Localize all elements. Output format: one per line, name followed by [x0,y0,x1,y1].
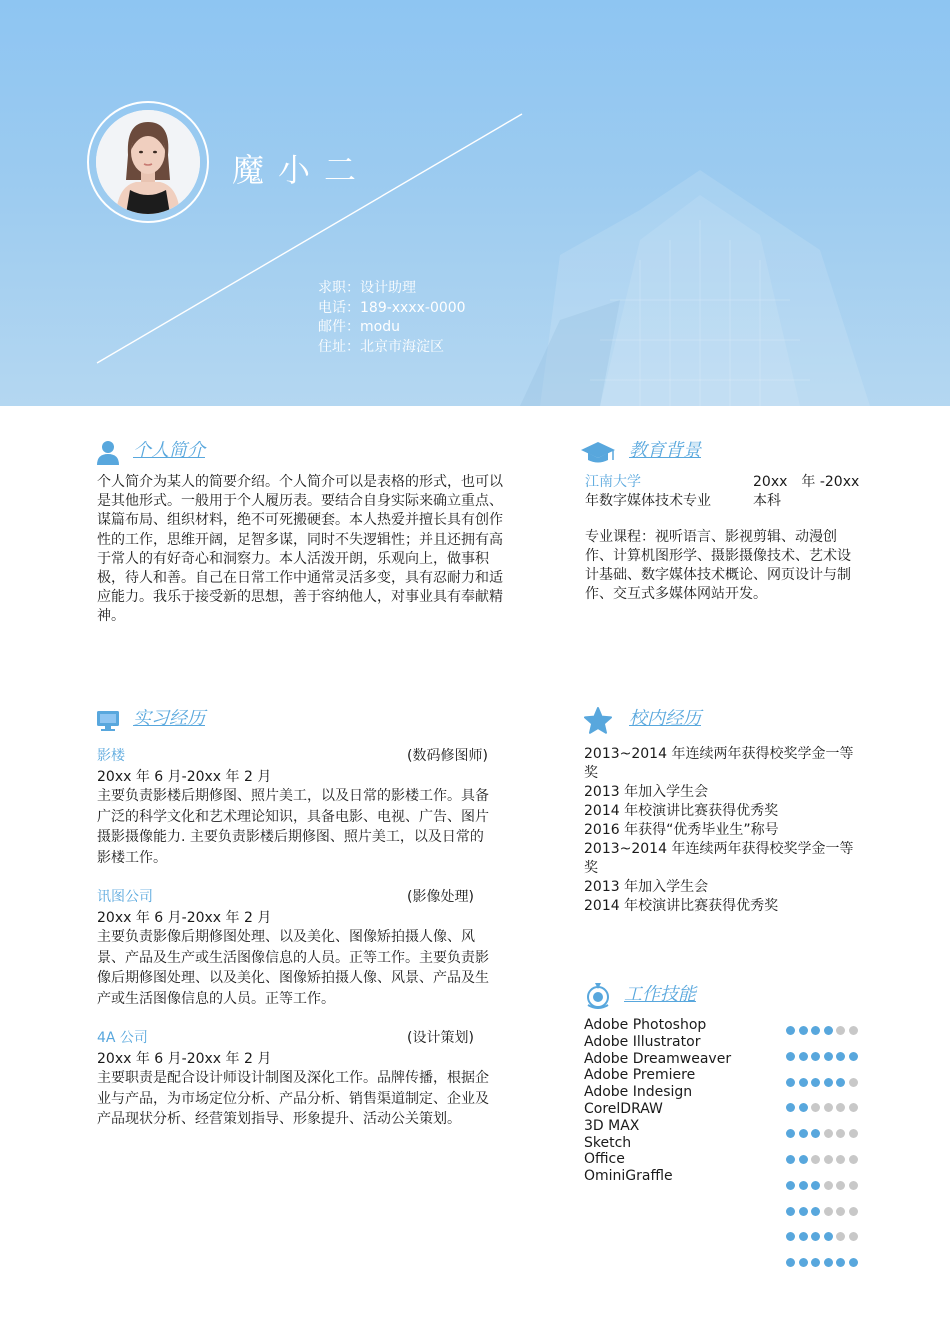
degree: 本科 [753,493,781,509]
skill-dot-filled [799,1155,808,1164]
skill-dot-filled [811,1052,820,1061]
section-title-internship: 实习经历 [133,708,205,729]
skill-name: Adobe Photoshop [584,1017,707,1033]
avatar [96,110,200,214]
skill-name: Adobe Premiere [584,1067,696,1084]
job-date: 20xx 年 6 月-20xx 年 2 月 [97,769,272,785]
skill-name: 3D MAX [584,1117,640,1134]
skill-dot-empty [824,1103,833,1112]
skill-name: Adobe Indesign [584,1084,693,1101]
address: 住址：北京市海淀区 [318,338,444,355]
person-icon [96,440,120,466]
skill-dot-filled [849,1052,858,1061]
skill-rating-row [786,1052,862,1078]
skill-rating-row [786,1232,862,1258]
skill-dot-empty [824,1207,833,1216]
phone: 电话：189-xxxx-0000 [318,299,466,316]
skill-dot-empty [836,1129,845,1138]
major: 年数字媒体技术专业 [585,493,711,509]
job-role: (设计策划) [407,1030,474,1046]
job-date: 20xx 年 6 月-20xx 年 2 月 [97,1051,272,1067]
star-icon [584,707,612,734]
job-company: 讯图公司 [97,889,153,905]
campus-experience-list: 2013~2014 年连续两年获得校奖学金一等 奖 2013 年加入学生会 2014 年校演讲比赛获得优秀奖 2016 年获得“优秀毕业生”称号 2013~2014 年连续两年获得校奖学金一等 奖 2013 年加入学生会 2014 年校演讲比赛获得优秀奖 [584,746,854,914]
job-description: 主要负责影楼后期修图、照片美工，以及日常的影楼工作。具备 广泛的科学文化和艺术理论知识，具备电影、电视、广告、图片 摄影摄像能力. 主要负责影楼后期修图、照片美工，以及日常的 影楼工作。 [97,788,489,866]
skill-dot-empty [849,1103,858,1112]
skill-dot-filled [799,1052,808,1061]
section-title-intro: 个人简介 [133,440,205,461]
skill-dot-filled [786,1232,795,1241]
skill-dot-empty [836,1155,845,1164]
skill-rating-row [786,1103,862,1129]
skill-dot-filled [799,1181,808,1190]
skill-name: OminiGraffle [584,1168,673,1185]
skill-dot-empty [849,1129,858,1138]
school-name: 江南大学 [585,474,641,490]
graduation-cap-icon [580,440,616,464]
skill-dot-empty [849,1181,858,1190]
contact-info [318,279,466,357]
skill-dot-empty [836,1181,845,1190]
skill-dot-filled [811,1181,820,1190]
skill-rating-row [786,1129,862,1155]
skill-name: Adobe Illustrator [584,1033,701,1050]
job-description: 主要负责影像后期修图处理、以及美化、图像矫拍摄人像、风 景、产品及生产或生活图像信息的人员。正等工作。主要负责影 像后期修图处理、以及美化、图像矫拍摄人像、风景、产品及生 产或生活图像信息的人员。正等工作。 [97,929,489,1007]
skill-rating-row [786,1026,862,1052]
skill-dot-filled [799,1258,808,1267]
skill-dot-filled [786,1155,795,1164]
skill-dot-filled [786,1258,795,1267]
skill-dot-filled [799,1078,808,1087]
skills-list [584,1017,731,1185]
skill-name: Adobe Dreamweaver [584,1050,732,1067]
skill-dot-filled [786,1052,795,1061]
skill-rating-dots [786,1026,862,1284]
skill-rating-row [786,1181,862,1207]
skill-dot-empty [811,1103,820,1112]
skill-dot-filled [799,1232,808,1241]
skill-dot-filled [849,1258,858,1267]
job-description: 主要职责是配合设计师设计制图及深化工作。品牌传播，根据企 业与产品，为市场定位分析、产品分析、销售渠道制定、企业及 产品现状分析、经营策划指导、形象提升、活动公关策划。 [97,1070,489,1127]
header-banner [0,0,950,406]
skill-dot-filled [811,1129,820,1138]
skill-dot-empty [849,1232,858,1241]
email: 邮件：modu [318,319,400,335]
skill-name: Sketch [584,1134,632,1151]
course-list: 专业课程：视听语言、影视剪辑、动漫创 作、计算机图形学、摄影摄像技术、艺术设 计基础、数字媒体技术概论、网页设计与制 作、交互式多媒体网站开发。 [585,529,851,602]
skill-dot-filled [799,1129,808,1138]
skill-dot-filled [836,1052,845,1061]
skill-dot-filled [799,1103,808,1112]
skill-name: Office [584,1151,625,1168]
skill-dot-filled [811,1078,820,1087]
skill-dot-filled [811,1026,820,1035]
section-title-campus: 校内经历 [629,708,701,729]
skill-dot-empty [824,1181,833,1190]
skill-dot-filled [811,1232,820,1241]
skill-dot-filled [799,1207,808,1216]
skill-dot-empty [836,1232,845,1241]
skill-dot-filled [824,1258,833,1267]
skill-dot-empty [811,1155,820,1164]
skill-rating-row [786,1078,862,1104]
skill-dot-empty [836,1207,845,1216]
skills-icon [584,981,612,1009]
skill-dot-filled [786,1103,795,1112]
skill-dot-filled [824,1078,833,1087]
job-role: (影像处理) [407,889,474,905]
skill-dot-empty [824,1129,833,1138]
skill-dot-empty [836,1103,845,1112]
skill-dot-empty [836,1026,845,1035]
skill-dot-filled [811,1207,820,1216]
monitor-icon [96,710,120,732]
skill-dot-filled [786,1181,795,1190]
job-target: 求职：设计助理 [318,280,416,296]
skill-dot-empty [849,1207,858,1216]
candidate-name: 魔小二 [232,151,371,189]
skill-dot-filled [811,1258,820,1267]
skill-dot-filled [824,1232,833,1241]
section-title-skills: 工作技能 [624,984,696,1005]
intro-text: 个人简介为某人的简要介绍。个人简介可以是表格的形式，也可以 是其他形式。一般用于个人履历表。要结合自身实际来确立重点、 谋篇布局、组织材料，绝不可死搬硬套。本人热爱并擅长具有创作 性的工作，思维开阔，足智多谋，同时不失逻辑性；并且还拥有高 于常人的有好奇心和洞察力。本人活泼开朗，乐观向上，做事积 极，待人和善。自己在日常工作中通常灵活多变，具有忍耐力和适 应能力。我乐于接受新的思想，善于容纳他人，对事业具有奉献精 神。 [97,474,503,625]
skill-dot-empty [849,1078,858,1087]
skill-dot-filled [786,1026,795,1035]
skill-dot-empty [824,1155,833,1164]
skill-dot-filled [786,1207,795,1216]
skill-dot-filled [836,1078,845,1087]
job-company: 影楼 [97,748,125,764]
skill-dot-filled [836,1258,845,1267]
job-date: 20xx 年 6 月-20xx 年 2 月 [97,910,272,926]
skill-dot-filled [824,1026,833,1035]
skill-dot-filled [786,1078,795,1087]
skill-dot-filled [824,1052,833,1061]
skill-name: CorelDRAW [584,1100,663,1117]
skill-dot-filled [799,1026,808,1035]
skill-rating-row [786,1207,862,1233]
skill-rating-row [786,1155,862,1181]
education-period: 20xx 年 -20xx [753,474,860,490]
job-role: (数码修图师) [407,748,488,764]
section-title-education: 教育背景 [629,440,701,461]
skill-dot-empty [849,1026,858,1035]
skill-dot-empty [849,1155,858,1164]
skill-rating-row [786,1258,862,1284]
job-company: 4A 公司 [97,1030,148,1046]
skill-dot-filled [786,1129,795,1138]
